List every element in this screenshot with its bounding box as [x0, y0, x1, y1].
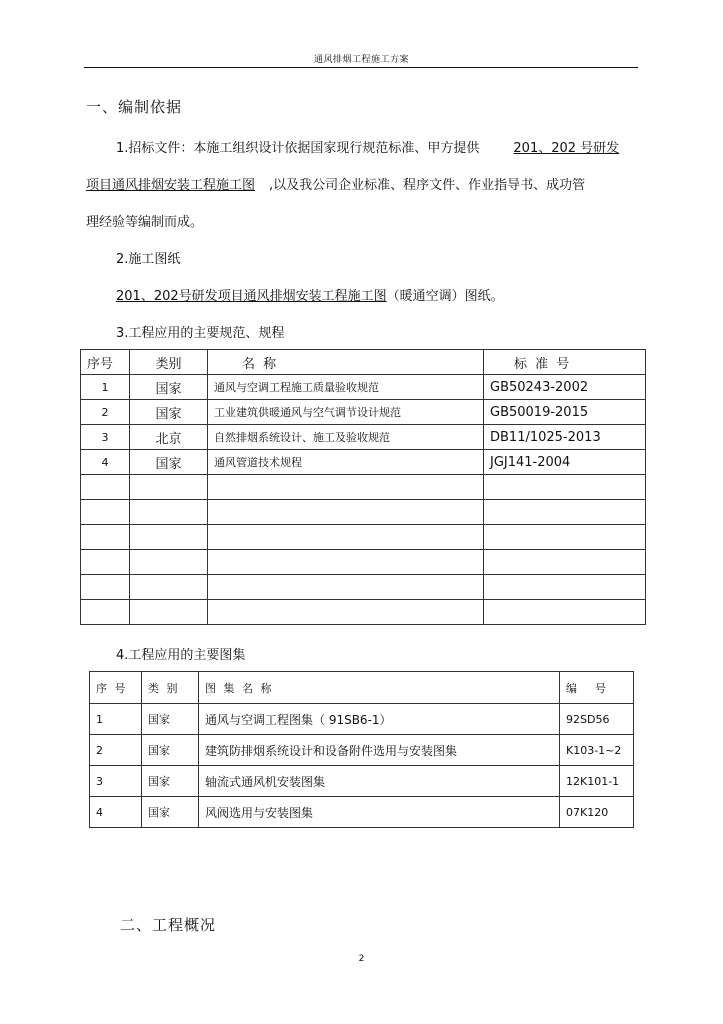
cell-category: 国家	[142, 797, 199, 828]
cell-empty	[130, 500, 208, 525]
cell-name: 轴流式通风机安装图集	[199, 766, 560, 797]
cell-empty	[484, 550, 646, 575]
table-row	[81, 425, 646, 450]
cell-empty	[208, 500, 484, 525]
cell-standard: DB11/1025-2013	[484, 425, 646, 450]
col-header-no: 序 号	[90, 672, 142, 704]
col-header-name: 图 集 名 称	[199, 672, 560, 704]
table-row	[90, 735, 634, 766]
cell-standard: GB50019-2015	[484, 400, 646, 425]
cell-empty	[208, 550, 484, 575]
cell-no: 3	[90, 766, 142, 797]
cell-empty	[81, 475, 130, 500]
cell-name: 建筑防排烟系统设计和设备附件选用与安装图集	[199, 735, 560, 766]
item3-title: 3.工程应用的主要规范、规程	[116, 326, 285, 341]
cell-empty	[130, 550, 208, 575]
col-header-category: 类 别	[142, 672, 199, 704]
standards-table	[80, 349, 646, 625]
cell-empty	[484, 600, 646, 625]
cell-empty	[81, 500, 130, 525]
cell-empty	[484, 500, 646, 525]
cell-category: 国家	[130, 375, 208, 400]
item1-line3: 理经验等编制而成。	[86, 215, 204, 230]
cell-name: 风阀选用与安装图集	[199, 797, 560, 828]
table-row-empty	[81, 475, 646, 500]
cell-category: 北京	[130, 425, 208, 450]
cell-empty	[130, 575, 208, 600]
cell-empty	[81, 575, 130, 600]
cell-empty	[208, 475, 484, 500]
cell-empty	[484, 575, 646, 600]
item2-title: 2.施工图纸	[116, 252, 181, 267]
atlas-table	[89, 671, 634, 828]
page-header: 通风排烟工程施工方案	[313, 55, 409, 65]
header-rule	[84, 67, 638, 68]
item1-line2-underlined: 项目通风排烟安装工程施工图	[86, 178, 256, 193]
cell-empty	[208, 575, 484, 600]
cell-empty	[484, 525, 646, 550]
page-number: 2	[358, 954, 365, 964]
item4-title: 4.工程应用的主要图集	[116, 648, 246, 663]
cell-empty	[130, 475, 208, 500]
table-row	[81, 450, 646, 475]
table-row	[90, 704, 634, 735]
cell-standard: JGJ141-2004	[484, 450, 646, 475]
section-heading-2: 二、工程概况	[120, 916, 217, 934]
cell-category: 国家	[142, 766, 199, 797]
item1-line2	[86, 174, 585, 193]
cell-code: K103-1~2	[560, 735, 634, 766]
table-row	[81, 375, 646, 400]
col-header-standard: 标 准 号	[484, 350, 646, 375]
table-row	[90, 766, 634, 797]
cell-no: 1	[81, 375, 130, 400]
cell-empty	[484, 475, 646, 500]
col-header-no: 序号	[81, 350, 130, 375]
cell-no: 3	[81, 425, 130, 450]
cell-name: 工业建筑供暖通风与空气调节设计规范	[208, 400, 484, 425]
cell-category: 国家	[142, 704, 199, 735]
item1-line1-prefix: 1.招标文件：本施工组织设计依据国家现行规范标准、甲方提供	[116, 141, 480, 156]
item1-line1-underlined: 201、202 号研发	[513, 141, 620, 156]
cell-standard: GB50243-2002	[484, 375, 646, 400]
cell-code: 12K101-1	[560, 766, 634, 797]
table-row-empty	[81, 550, 646, 575]
item2-text-suffix: （暖通空调）图纸。	[386, 289, 504, 304]
cell-category: 国家	[142, 735, 199, 766]
item2-text-underlined: 201、202号研发项目通风排烟安装工程施工图	[116, 289, 387, 304]
cell-empty	[208, 525, 484, 550]
table-row	[81, 400, 646, 425]
cell-empty	[208, 600, 484, 625]
section-heading-1: 一、编制依据	[86, 98, 183, 116]
cell-no: 4	[90, 797, 142, 828]
cell-category: 国家	[130, 400, 208, 425]
cell-no: 2	[81, 400, 130, 425]
item1-line1	[116, 137, 619, 156]
cell-category: 国家	[130, 450, 208, 475]
cell-code: 07K120	[560, 797, 634, 828]
cell-name: 通风管道技术规程	[208, 450, 484, 475]
table-row-empty	[81, 600, 646, 625]
col-header-category: 类别	[130, 350, 208, 375]
table-header-row	[90, 672, 634, 704]
cell-empty	[130, 525, 208, 550]
cell-name: 通风与空调工程施工质量验收规范	[208, 375, 484, 400]
item2-text	[116, 285, 504, 304]
table-header-row	[81, 350, 646, 375]
cell-name: 通风与空调工程图集（ 91SB6-1）	[199, 704, 560, 735]
cell-empty	[81, 600, 130, 625]
cell-empty	[81, 550, 130, 575]
table-row-empty	[81, 500, 646, 525]
cell-code: 92SD56	[560, 704, 634, 735]
col-header-name: 名 称	[208, 350, 484, 375]
cell-empty	[130, 600, 208, 625]
cell-name: 自然排烟系统设计、施工及验收规范	[208, 425, 484, 450]
cell-no: 1	[90, 704, 142, 735]
table-row-empty	[81, 525, 646, 550]
table-row-empty	[81, 575, 646, 600]
table-row	[90, 797, 634, 828]
cell-empty	[81, 525, 130, 550]
cell-no: 4	[81, 450, 130, 475]
cell-no: 2	[90, 735, 142, 766]
col-header-code: 编号	[560, 672, 634, 704]
item1-line2-suffix: ,以及我公司企业标准、程序文件、作业指导书、成功管	[269, 178, 586, 193]
